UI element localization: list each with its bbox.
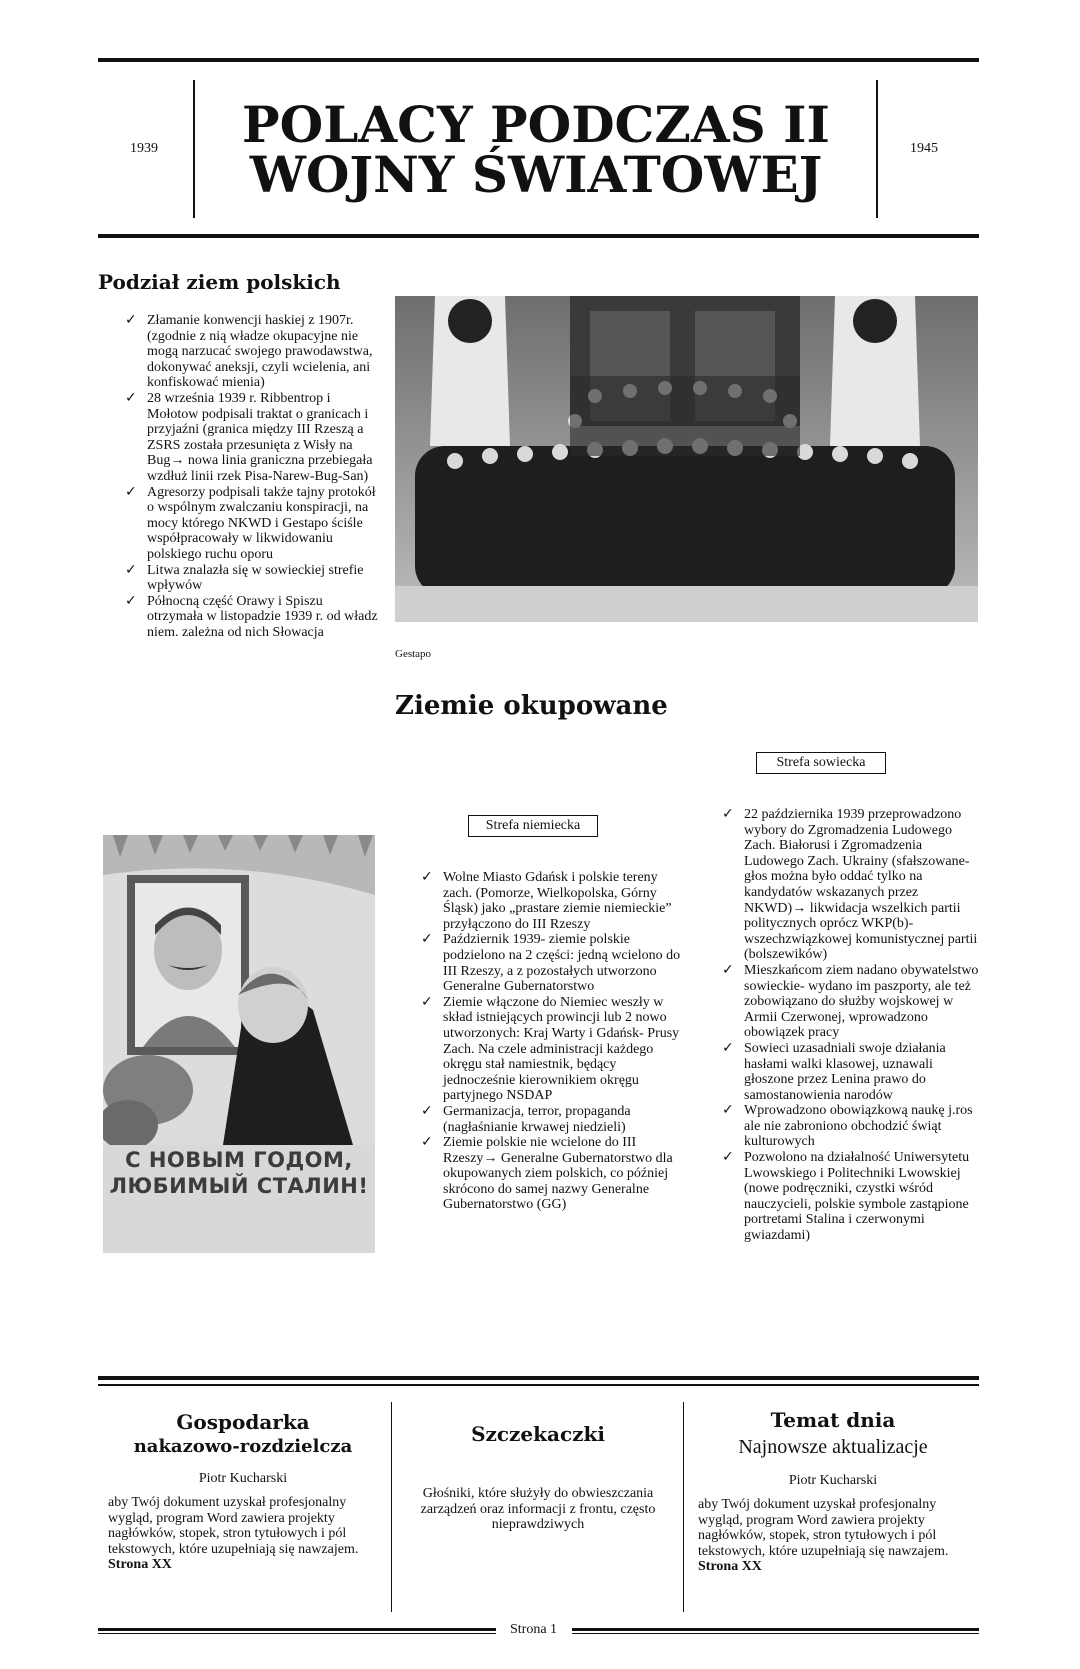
szczekaczki-text: Głośniki, które służyły do obwieszczania zarządzeń oraz informacji z frontu, często nieprawdziwych: [420, 1486, 656, 1533]
temat-dnia-page-ref[interactable]: Strona XX: [698, 1559, 762, 1575]
section-title-podzial: Podział ziem polskich: [98, 270, 341, 294]
temat-dnia-title: Temat dnia: [770, 1408, 896, 1432]
bottom-rule-right-thick: [572, 1628, 979, 1631]
temat-dnia-subtitle: Najnowsze aktualizacje: [738, 1436, 928, 1458]
top-rule-thick: [98, 58, 979, 62]
temat-dnia-author: Piotr Kucharski: [788, 1473, 878, 1488]
list-item: ✓ Złamanie konwencji haskiej z 1907r. (zgodnie z nią władze okupacyjne nie mogą narzucać swojego prawodawstwa, dokonywać aneksji, czyli wcielenia, ani konfiskować mienia): [123, 313, 381, 391]
footer-column-szczekaczki: [420, 1422, 656, 1533]
list-item: ✓ Północną część Orawy i Spiszu otrzymała w listopadzie 1939 r. od władz niem. zależna od nich Słowacja: [123, 594, 381, 641]
gestapo-photo-illustration: [395, 296, 978, 622]
list-item: ✓ 22 października 1939 przeprowadzono wybory do Zgromadzenia Ludowego Zach. Białorusi i Zgromadzenia Ludowego Zach. Ukrainy (sfałszowane- głos można było oddać tylko na kandydatów wskazanych przez NKWD)→ likwidacja wszelkich partii politycznych oprócz WKP(b)- wszechzwiązkowej komunistycznej partii (bolszewików): [720, 807, 982, 963]
footer-divider-1: [391, 1402, 392, 1612]
list-item: ✓ Agresorzy podpisali także tajny protokół o wspólnym zwalczaniu konspiracji, na mocy którego NKWD i Gestapo ściśle współpracowały w likwidowaniu polskiego ruchu oporu: [123, 485, 381, 563]
footer-divider-2: [683, 1402, 684, 1612]
section-title-ziemie: Ziemie okupowane: [395, 691, 668, 721]
temat-dnia-text: aby Twój dokument uzyskał profesjonalny wygląd, program Word zawiera projekty nagłówków, stopek, stron tytułowych i pól tekstowych, które uzupełniają się nawzajem.: [698, 1497, 949, 1559]
poster-slogan: [103, 1147, 375, 1199]
gospodarka-title: Gospodarka: [176, 1410, 310, 1434]
footer-top-rule-thick: [98, 1376, 979, 1380]
strefa-sowiecka-list: [720, 807, 982, 1244]
footer-column-temat-dnia: [698, 1408, 968, 1575]
list-item: ✓ Październik 1939- ziemie polskie podzielono na 2 części: jedną wcielono do III Rzeszy, a z pozostałych utworzono Generalne Gubernatorstwo: [419, 932, 687, 994]
gospodarka-text: aby Twój dokument uzyskał profesjonalny wygląd, program Word zawiera projekty nagłówków, stopek, stron tytułowych i pól tekstowych, które uzupełniają się nawzajem.: [108, 1495, 359, 1557]
gospodarka-page-ref[interactable]: Strona XX: [108, 1557, 172, 1573]
strefa-sowiecka-label: Strefa sowiecka: [756, 752, 886, 774]
poster-slogan-line-1: С НОВЫМ ГОДОМ,: [125, 1148, 353, 1172]
masthead-divider-left: [193, 80, 195, 218]
title-line-1: POLACY PODCZAS II: [242, 95, 830, 154]
list-item: ✓ Wprowadzono obowiązkową naukę j.ros ale nie zabroniono obchodzić świąt kulturowych: [720, 1103, 982, 1150]
list-item: ✓ Wolne Miasto Gdańsk i polskie tereny zach. (Pomorze, Wielkopolska, Górny Śląsk) jako „prastare ziemie niemieckie” przyłączono do III Rzeszy: [419, 870, 687, 932]
szczekaczki-title: Szczekaczki: [471, 1422, 605, 1446]
masthead-divider-right: [876, 80, 878, 218]
page-number: Strona 1: [510, 1622, 558, 1637]
list-item: ✓ Sowieci uzasadniali swoje działania hasłami walki klasowej, uznawali głoszone przez Lenina prawo do samostanowienia narodów: [720, 1041, 982, 1103]
footer-column-gospodarka: [108, 1410, 378, 1573]
poster-slogan-line-2: ЛЮБИМЫЙ СТАЛИН!: [109, 1174, 369, 1198]
strefa-niemiecka-list: [419, 870, 687, 1213]
list-item: ✓ Litwa znalazła się w sowieckiej strefie wpływów: [123, 563, 381, 594]
year-start: 1939: [130, 141, 158, 156]
stalin-poster-illustration: [103, 835, 375, 1145]
gospodarka-subtitle: nakazowo-rozdzielcza: [133, 1436, 353, 1457]
list-item: ✓ Germanizacja, terror, propaganda (nagłaśnianie krwawej niedzieli): [419, 1104, 687, 1135]
list-item: ✓ Ziemie włączone do Niemiec weszły w skład istniejących prowincji lub 2 nowo utworzonych: Kraj Warty i Gdańsk- Prusy Zach. Na czele administracji każdego okręgu stał namiestnik, będący jednocześnie kierownikiem okręgu partyjnego NSDAP: [419, 995, 687, 1104]
bottom-rule-left-thick: [98, 1628, 496, 1631]
list-item: ✓ Mieszkańcom ziem nadano obywatelstwo sowieckie- wydano im paszporty, ale też zobowiązano do służby wojskowej w Armii Czerwonej, wprowadzono obowiązek pracy: [720, 963, 982, 1041]
list-item: ✓ Ziemie polskie nie wcielone do III Rzeszy→ Generalne Gubernatorstwo dla okupowanych ziem polskich, co później skrócono do samej nazwy Generalne Gubernatorstwo (GG): [419, 1135, 687, 1213]
strefa-niemiecka-label: Strefa niemiecka: [468, 815, 598, 837]
masthead-bottom-rule: [98, 234, 979, 238]
gestapo-caption: Gestapo: [395, 648, 432, 660]
gestapo-photo: [395, 296, 978, 622]
podzial-list: [123, 313, 381, 640]
year-end: 1945: [910, 141, 938, 156]
bottom-rule-left-thin: [98, 1633, 496, 1634]
page-title: [196, 95, 876, 204]
gospodarka-author: Piotr Kucharski: [198, 1471, 288, 1486]
stalin-poster: [103, 835, 375, 1253]
list-item: ✓ Pozwolono na działalność Uniwersytetu Lwowskiego i Politechniki Lwowskiej (nowe podręczniki, czystki wśród nauczycieli, polskie symbole zastąpione portretami Stalina i czerwonymi gwiazdami): [720, 1150, 982, 1244]
title-line-2: WOJNY ŚWIATOWEJ: [249, 145, 823, 204]
list-item: ✓ 28 września 1939 r. Ribbentrop i Mołotow podpisali traktat o granicach i przyjaźni (granica między III Rzeszą a ZSRS została przesunięta z Wisły na Bug→ nowa linia graniczna przebiegała wzdłuż linii rzek Pisa-Narew-Bug-San): [123, 391, 381, 485]
footer-top-rule-thin: [98, 1384, 979, 1386]
bottom-rule-right-thin: [572, 1633, 979, 1634]
